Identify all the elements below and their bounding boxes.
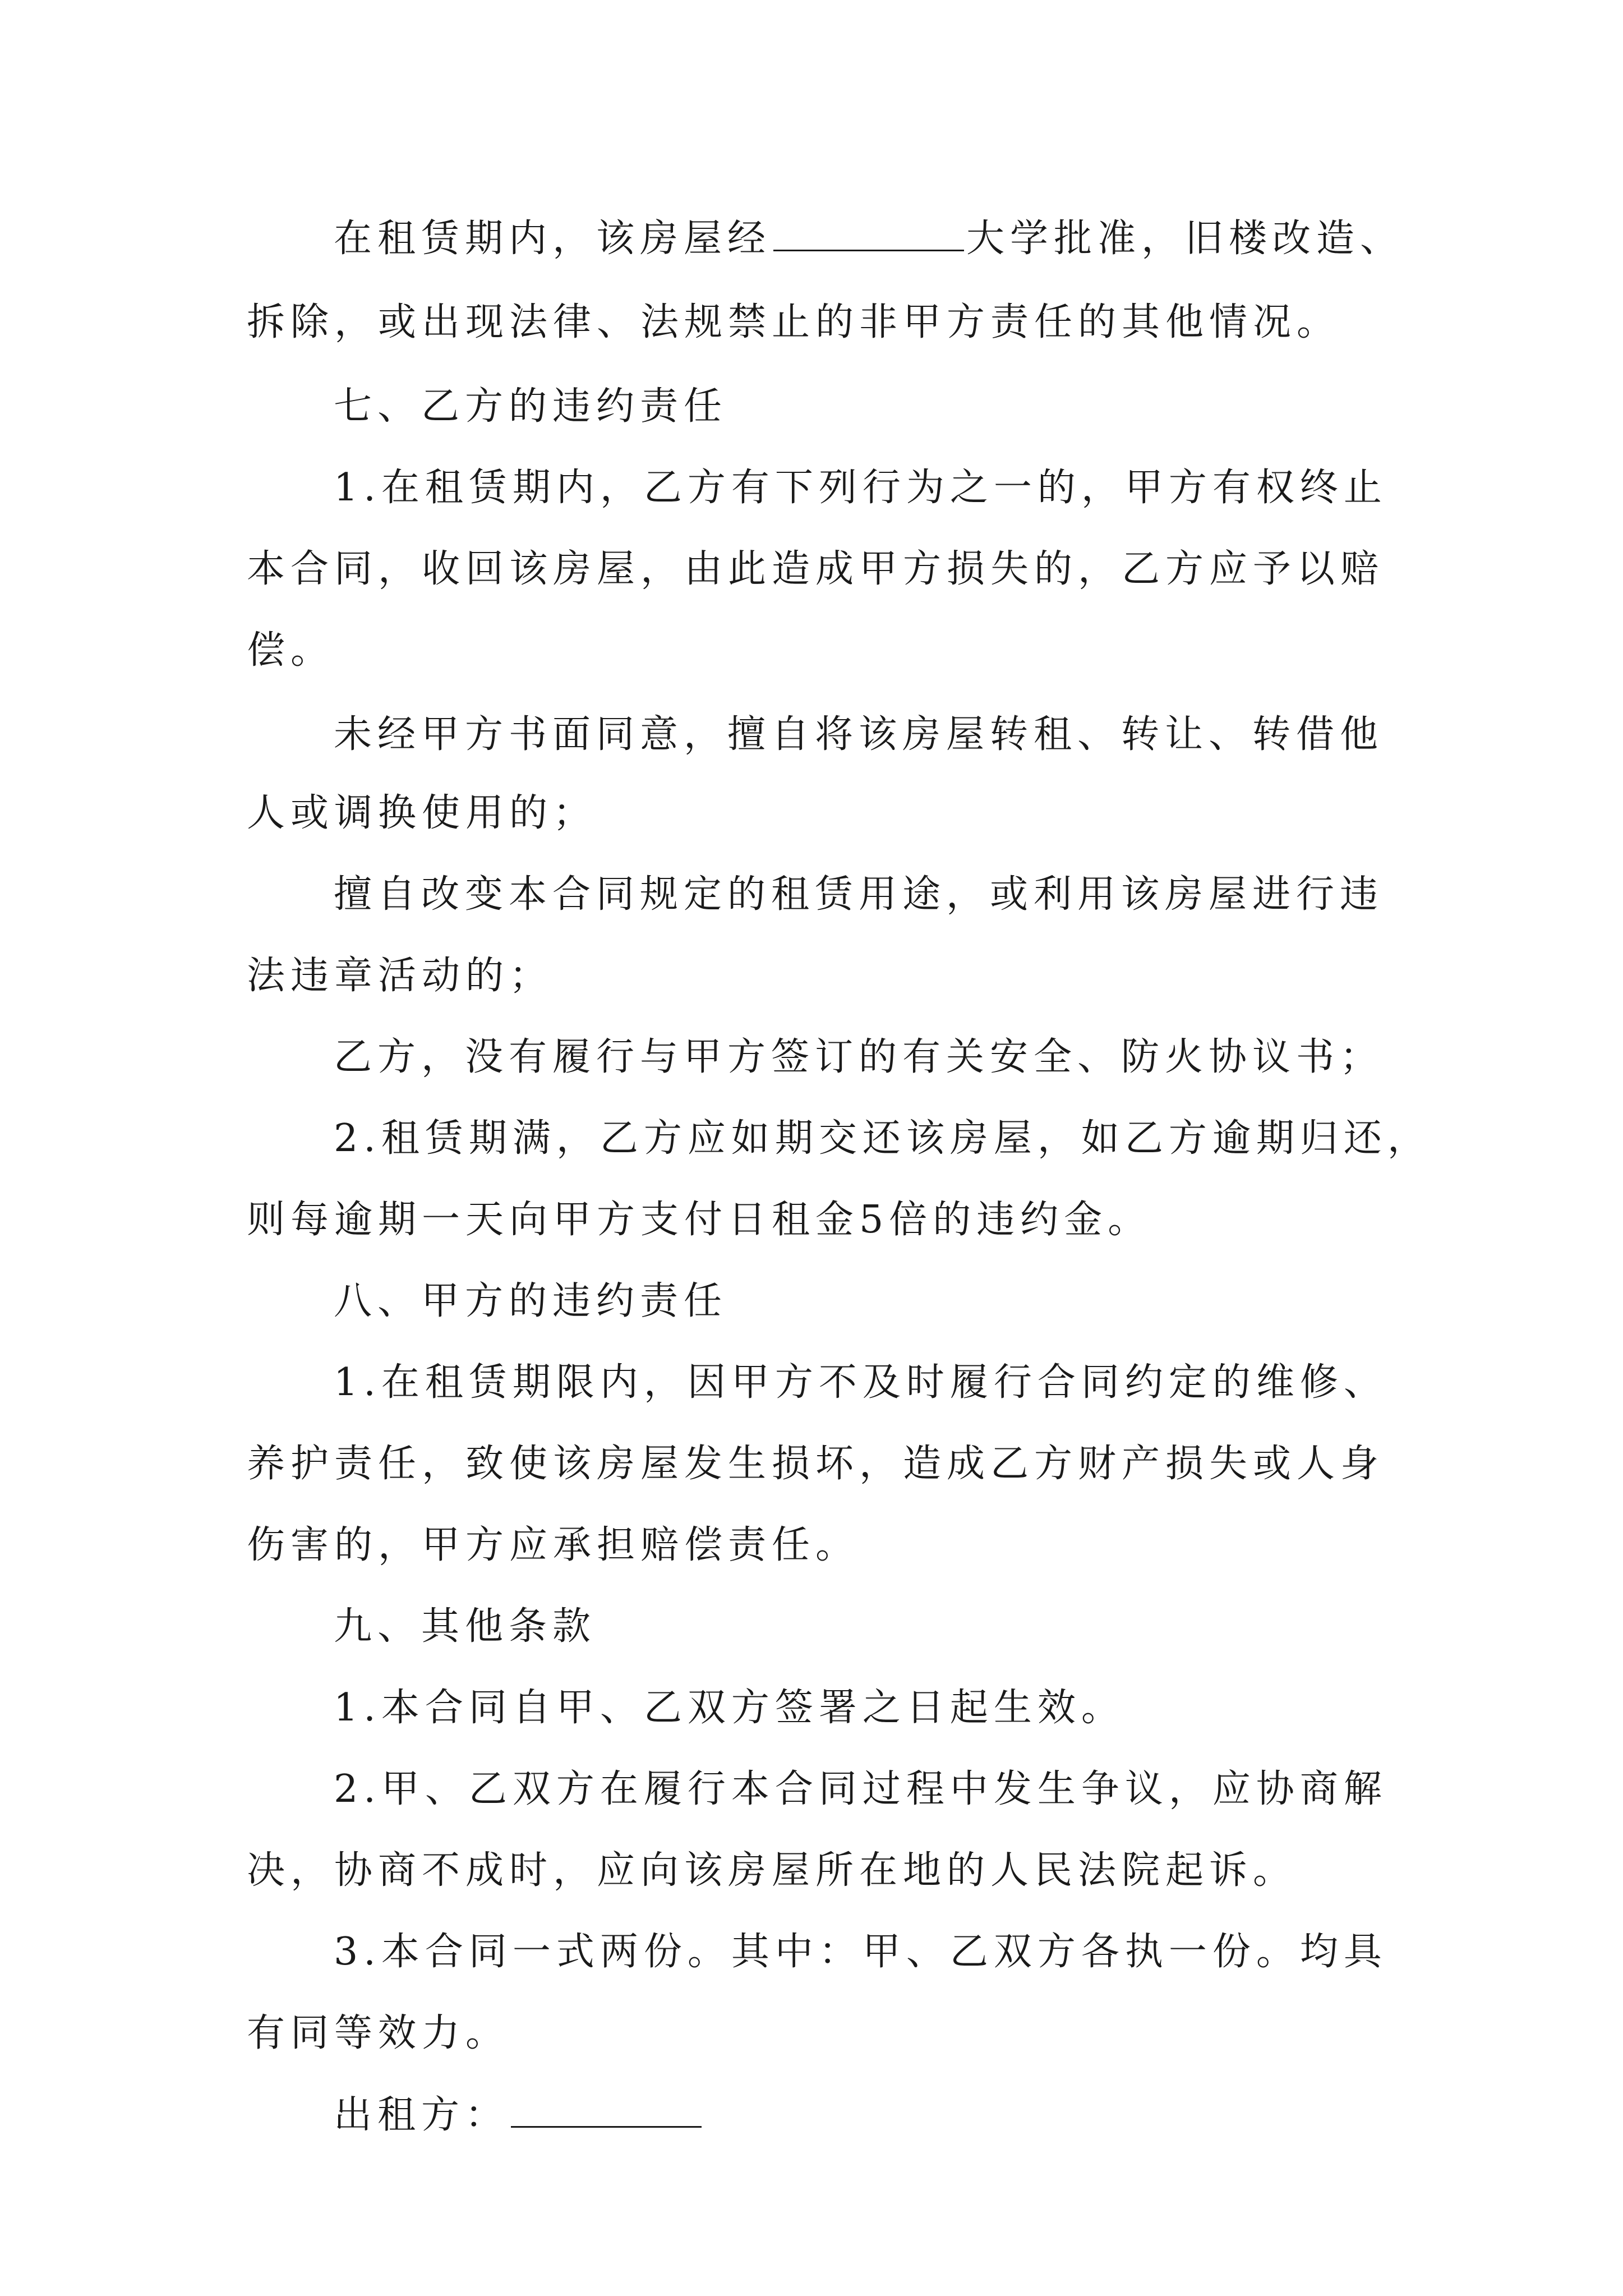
text-line-6: 偿。 [247,628,335,673]
text-line-10: 法违章活动的； [247,954,554,998]
text-line-22: 3.本合同一式两份。其中：甲、乙双方各执一份。均具 [334,1930,1387,1974]
text-line-4: 1.在租赁期内，乙方有下列行为之一的，甲方有权终止 [334,466,1387,510]
text-line-7: 未经甲方书面同意，擅自将该房屋转租、转让、转借他 [334,712,1384,757]
text-line-11: 乙方，没有履行与甲方签订的有关安全、防火协议书； [334,1035,1384,1079]
text-segment: 在租赁期内，该房屋经 [334,217,772,261]
text-line-13: 则每逾期一天向甲方支付日租金5倍的违约金。 [247,1198,1152,1242]
lessor-signature-line [334,2087,704,2143]
text-line-23: 有同等效力。 [247,2011,510,2055]
lessor-label: 出租方： [334,2093,509,2137]
text-line-15: 1.在租赁期限内，因甲方不及时履行合同约定的维修、 [334,1360,1387,1405]
text-line-20: 2.甲、乙双方在履行本合同过程中发生争议，应协商解 [334,1767,1387,1811]
lessor-signature-blank[interactable] [511,2087,702,2128]
text-line-17: 伤害的，甲方应承担赔偿责任。 [247,1523,860,1567]
text-segment: 大学批准，旧楼改造、 [966,217,1404,261]
section-heading-9: 九、其他条款 [334,1604,597,1649]
text-line-8: 人或调换使用的； [247,791,597,835]
text-line-12: 2.租赁期满，乙方应如期交还该房屋，如乙方逾期归还， [334,1116,1431,1161]
section-heading-7: 七、乙方的违约责任 [334,384,728,429]
text-line-1 [334,210,1404,266]
text-line-21: 决，协商不成时，应向该房屋所在地的人民法院起诉。 [247,1848,1297,1893]
text-line-5: 本合同，收回该房屋，由此造成甲方损失的，乙方应予以赔 [247,547,1385,591]
text-line-2: 拆除，或出现法律、法规禁止的非甲方责任的其他情况。 [247,300,1341,344]
section-heading-8: 八、甲方的违约责任 [334,1279,728,1323]
text-line-16: 养护责任，致使该房屋发生损坏，造成乙方财产损失或人身 [247,1442,1385,1486]
text-line-9: 擅自改变本合同规定的租赁用途，或利用该房屋进行违 [334,872,1384,917]
fill-in-blank-university[interactable] [773,210,964,251]
text-line-19: 1.本合同自甲、乙双方签署之日起生效。 [334,1686,1125,1730]
